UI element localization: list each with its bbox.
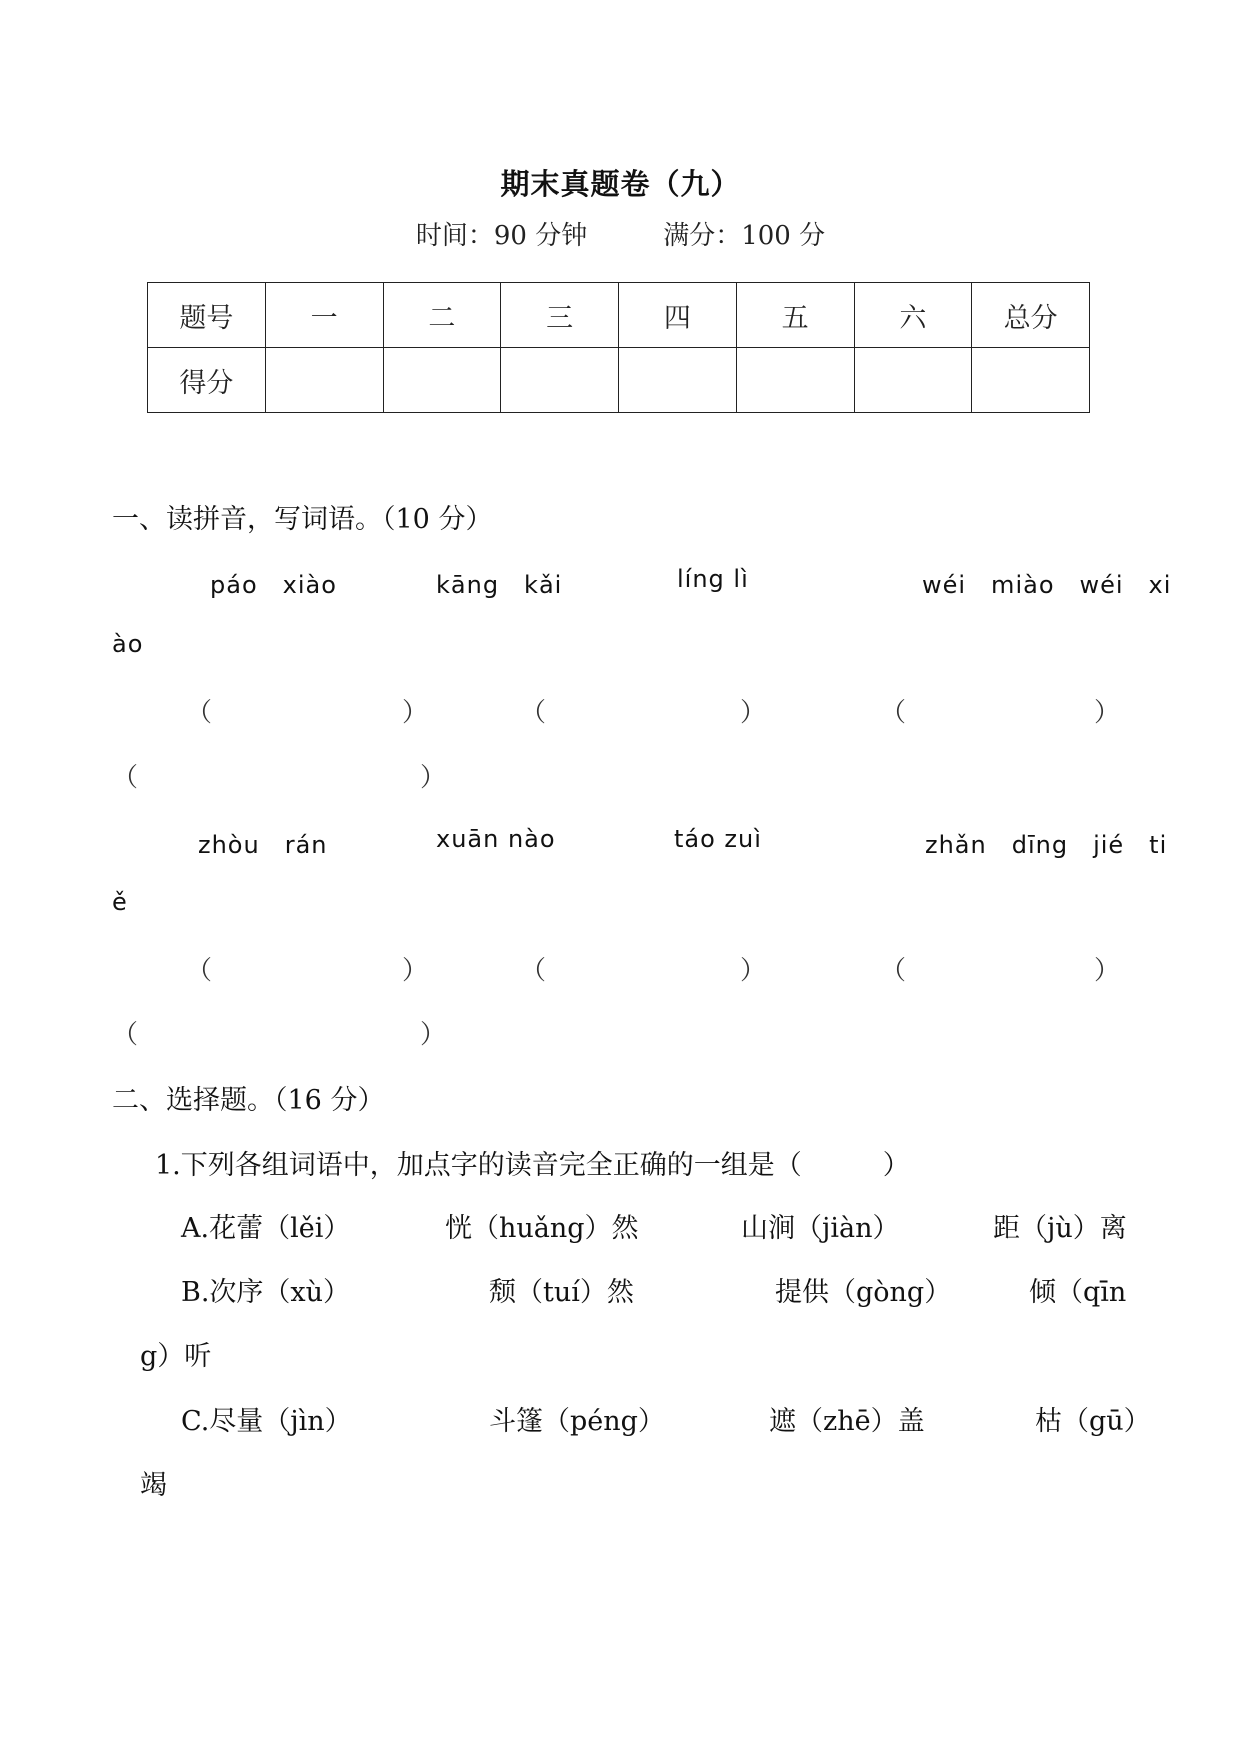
pinyin-item: xuān nào (436, 825, 556, 853)
paren-close: ） (740, 698, 767, 728)
score-input-cell[interactable] (972, 348, 1090, 413)
page-title: 期末真题卷（九） (500, 167, 741, 201)
pinyin-item: wéi miào wéi xi (922, 571, 1172, 599)
score-header-cell: 五 (736, 283, 854, 348)
option-c-item: 斗篷（péng） (489, 1406, 665, 1437)
section2-heading (112, 1078, 384, 1117)
option-b-item: 倾（qīn (1029, 1277, 1127, 1308)
paren-open: （ (880, 698, 907, 728)
option-a-item: 山涧（jiàn） (741, 1213, 900, 1244)
paren-close: ） (420, 1020, 447, 1050)
score-table-score-row (148, 348, 1090, 413)
option-c-item: 遮（zhē）盖 (769, 1406, 925, 1437)
score-header-cell: 六 (854, 283, 972, 348)
score-input-cell[interactable] (383, 348, 501, 413)
paren-close: ） (420, 763, 447, 793)
paren-close: ） (402, 956, 429, 986)
exam-info (0, 215, 1241, 252)
section1-heading (112, 497, 492, 536)
score-header-cell: 二 (383, 283, 501, 348)
score-input-cell[interactable] (265, 348, 383, 413)
score-input-cell[interactable] (619, 348, 737, 413)
exam-time: 时间：90 分钟 (415, 221, 588, 251)
section2-title: 二、选择题。 (112, 1085, 274, 1116)
paren-open: （ (186, 698, 213, 728)
paren-open: （ (112, 1020, 139, 1050)
paren-open: （ (112, 763, 139, 793)
score-input-cell[interactable] (736, 348, 854, 413)
pinyin-item: táo zuì (674, 825, 762, 853)
score-header-cell: 总分 (972, 283, 1090, 348)
paren-close: ） (1094, 698, 1121, 728)
option-c-item: C.尽量（jìn） (181, 1406, 352, 1437)
score-header-cell: 四 (619, 283, 737, 348)
pinyin-item: páo xiào (210, 571, 337, 599)
option-c-item: 枯（gū） (1035, 1406, 1151, 1437)
section1-points: （10 分） (382, 504, 493, 535)
score-header-cell: 三 (501, 283, 619, 348)
option-b-item: B.次序（xù） (181, 1277, 351, 1308)
pinyin-wrap: ào (112, 630, 144, 658)
paren-close: ） (402, 698, 429, 728)
score-header-cell: 题号 (148, 283, 266, 348)
score-table-header-row (148, 283, 1090, 348)
paren-open: （ (186, 956, 213, 986)
option-b-wrap: g）听 (140, 1341, 212, 1372)
score-row-label: 得分 (148, 348, 266, 413)
option-a-item: A.花蕾（lěi） (181, 1213, 351, 1244)
score-input-cell[interactable] (501, 348, 619, 413)
paren-close: ） (1094, 956, 1121, 986)
score-header-cell: 一 (265, 283, 383, 348)
option-a-item: 距（jù）离 (993, 1213, 1127, 1244)
pinyin-item: zhòu rán (198, 831, 328, 859)
paren-open: （ (520, 956, 547, 986)
score-table (147, 282, 1090, 413)
pinyin-item: líng lì (677, 565, 749, 593)
paren-open: （ (880, 956, 907, 986)
score-input-cell[interactable] (854, 348, 972, 413)
pinyin-wrap: ě (112, 888, 128, 916)
option-c-wrap: 竭 (140, 1470, 167, 1501)
section1-title: 一、读拼音，写词语。 (112, 504, 382, 535)
option-b-item: 提供（gòng） (775, 1277, 952, 1308)
paren-open: （ (520, 698, 547, 728)
option-b-item: 颓（tuí）然 (489, 1277, 634, 1308)
section2-points: （16 分） (274, 1085, 385, 1116)
pinyin-item: zhǎn dīng jié ti (925, 831, 1168, 859)
exam-full-marks: 满分：100 分 (663, 221, 826, 251)
paren-close: ） (740, 956, 767, 986)
pinyin-item: kāng kǎi (436, 571, 563, 599)
option-a-item: 恍（huǎng）然 (445, 1213, 639, 1244)
question-1-stem: 1.下列各组词语中，加点字的读音完全正确的一组是（ ） (155, 1150, 910, 1181)
